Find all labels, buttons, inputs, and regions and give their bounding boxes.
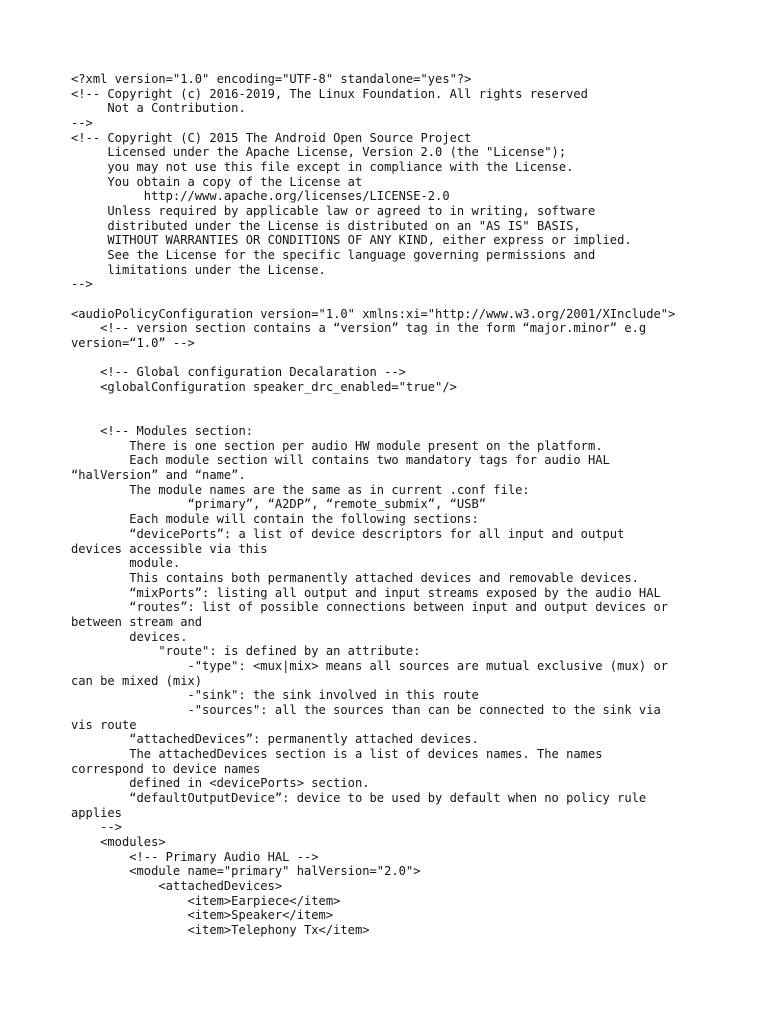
code-line: devices. [71, 629, 188, 644]
code-line: <?xml version="1.0" encoding="UTF-8" standalone="yes"?> [71, 72, 472, 86]
code-line: “routes”: list of possible connections between input and output devices or [71, 600, 669, 615]
code-line: “mixPorts”: listing all output and input streams exposed by the audio HAL [71, 585, 661, 600]
code-line: This contains both permanently attached devices and removable devices. [71, 570, 639, 585]
code-line: --> [71, 820, 122, 835]
code-line: -"type": <mux|mix> means all sources are mutual exclusive (mux) or [71, 658, 669, 673]
code-line: “primary”, “A2DP”, “remote_submix”, “USB” [71, 497, 487, 512]
code-line [71, 409, 699, 424]
code-line: See the License for the specific language governing permissions and [71, 248, 596, 263]
code-line: correspond to device names [71, 761, 261, 776]
code-line: limitations under the License. [71, 262, 326, 277]
code-line [71, 292, 699, 307]
code-line: -"sink": the sink involved in this route [71, 688, 479, 703]
code-line: defined in <devicePorts> section. [71, 776, 370, 791]
code-line: You obtain a copy of the License at [71, 174, 363, 189]
code-line: Each module section will contains two mandatory tags for audio HAL [71, 453, 610, 468]
code-line: <attachedDevices> [71, 878, 283, 893]
code-line: -"sources": all the sources than can be connected to the sink via [71, 702, 661, 717]
code-line [71, 351, 699, 366]
code-line: <module name="primary" halVersion="2.0"> [71, 864, 421, 879]
code-line: <item>Speaker</item> [71, 908, 334, 923]
code-line: “devicePorts”: a list of device descriptors for all input and output [71, 526, 625, 541]
code-line: <globalConfiguration speaker_drc_enabled="true"/> [71, 380, 457, 395]
code-line: Not a Contribution. [71, 101, 246, 116]
code-line: --> [71, 116, 93, 131]
code-line: between stream and [71, 614, 203, 629]
code-line: Unless required by applicable law or agreed to in writing, software [71, 204, 596, 219]
code-line: <!-- Copyright (C) 2015 The Android Open Source Project [71, 130, 472, 145]
code-line: Each module will contain the following sections: [71, 512, 479, 527]
code-line: module. [71, 556, 181, 571]
code-line: distributed under the License is distributed on an "AS IS" BASIS, [71, 218, 581, 233]
code-line: <item>Earpiece</item> [71, 893, 341, 908]
code-line: The attachedDevices section is a list of devices names. The names [71, 746, 603, 761]
code-line: “halVersion” and “name”. [71, 468, 246, 483]
code-line: There is one section per audio HW module present on the platform. [71, 438, 603, 453]
code-line: “attachedDevices”: permanently attached devices. [71, 732, 479, 747]
code-line: <modules> [71, 834, 166, 849]
code-line: --> [71, 277, 93, 292]
code-line: vis route [71, 717, 137, 732]
xml-listing [71, 72, 699, 938]
code-line: "route": is defined by an attribute: [71, 644, 421, 659]
code-line: Licensed under the Apache License, Version 2.0 (the "License"); [71, 145, 567, 160]
code-line: WITHOUT WARRANTIES OR CONDITIONS OF ANY KIND, either express or implied. [71, 233, 632, 248]
code-line: can be mixed (mix) [71, 673, 203, 688]
code-line: <!-- version section contains a “version” tag in the form “major.minor” e.g [71, 321, 647, 336]
code-line: <item>Telephony Tx</item> [71, 922, 370, 937]
code-line [71, 395, 699, 410]
code-line: version=“1.0” --> [71, 336, 195, 351]
code-line: <!-- Modules section: [71, 424, 254, 439]
code-line: devices accessible via this [71, 541, 268, 556]
code-line: applies [71, 805, 122, 820]
code-line: <!-- Copyright (c) 2016-2019, The Linux Foundation. All rights reserved [71, 86, 588, 101]
code-line: <audioPolicyConfiguration version="1.0" xmlns:xi="http://www.w3.org/2001/XInclude"> [71, 306, 676, 321]
code-line: “defaultOutputDevice”: device to be used by default when no policy rule [71, 790, 647, 805]
code-line: you may not use this file except in compliance with the License. [71, 160, 574, 175]
code-line: <!-- Global configuration Decalaration --> [71, 365, 406, 380]
code-line: <!-- Primary Audio HAL --> [71, 849, 319, 864]
code-line: The module names are the same as in current .conf file: [71, 482, 530, 497]
code-line: http://www.apache.org/licenses/LICENSE-2.0 [71, 189, 450, 204]
